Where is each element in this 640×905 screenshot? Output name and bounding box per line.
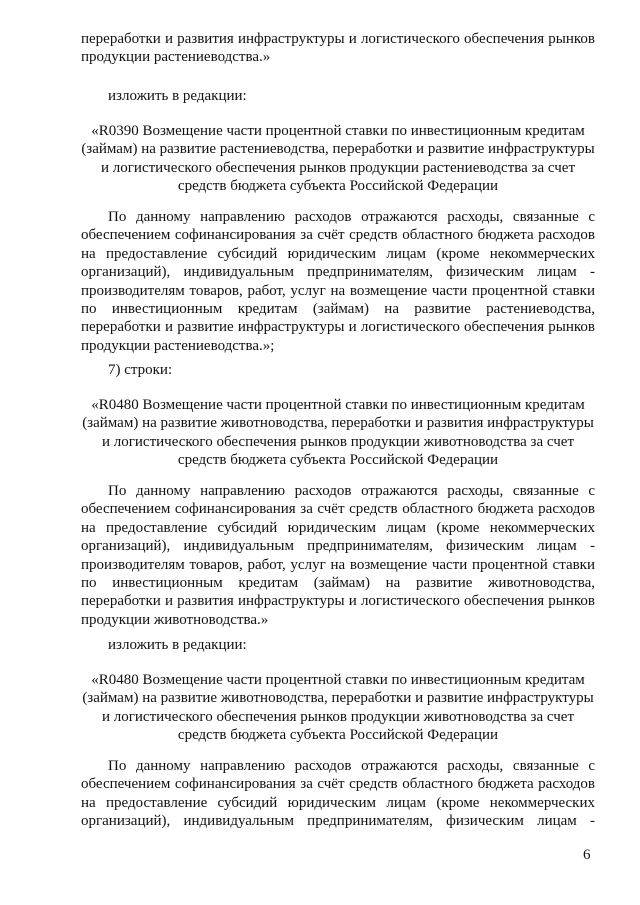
continuation-paragraph: переработки и развития инфраструктуры и логистического обеспечения рынков продукции растениеводства.» [81, 31, 595, 66]
instruction-line: изложить в редакции: [108, 637, 247, 653]
item-heading: 7) строки: [108, 362, 173, 378]
code-heading-r0390: «R0390 Возмещение части процентной ставки по инвестиционным кредитам (займам) на развитие растениеводства, переработки и развитие инфраструктуры и логистического обеспечения рынков продукции растениеводства за счет средств бюджета субъекта Российской Федерации [81, 123, 595, 195]
code-heading-r0480-old: «R0480 Возмещение части процентной ставки по инвестиционным кредитам (займам) на развитие животноводства, переработки и развития инфраструктуры и логистического обеспечения рынков продукции животноводства за счет средств бюджета субъекта Российской Федерации [82, 397, 594, 469]
description-paragraph: По данному направлению расходов отражаются расходы, связанные с обеспечением софинансирования за счёт средств областного бюджета расходов на предоставление субсидий юридическим лицам (кроме некоммерческих организаций), индивидуальным предпринимателям, физическим лицам - [81, 758, 595, 830]
page-number: 6 [583, 847, 591, 863]
instruction-line: изложить в редакции: [108, 88, 247, 104]
description-paragraph: По данному направлению расходов отражаются расходы, связанные с обеспечением софинансирования за счёт средств областного бюджета расходов на предоставление субсидий юридическим лицам (кроме некоммерческих организаций), индивидуальным предпринимателям, физическим лицам - производителям товаров, работ, услуг на возмещение части процентной ставки по инвестиционным кредитам (займам) на развитие растениеводства, переработки и развитие инфраструктуры и логистического обеспечения рынков продукции растениеводства.»; [81, 209, 595, 354]
description-paragraph: По данному направлению расходов отражаются расходы, связанные с обеспечением софинансирования за счёт средств областного бюджета расходов на предоставление субсидий юридическим лицам (кроме некоммерческих организаций), индивидуальным предпринимателям, физическим лицам - производителям товаров, работ, услуг на возмещение части процентной ставки по инвестиционным кредитам (займам) на развитие животноводства, переработки и развития инфраструктуры и логистического обеспечения рынков продукции животноводства.» [81, 483, 595, 628]
code-heading-r0480-new: «R0480 Возмещение части процентной ставки по инвестиционным кредитам (займам) на развитие животноводства, переработки и развитие инфраструктуры и логистического обеспечения рынков продукции животноводства за счет средств бюджета субъекта Российской Федерации [82, 672, 594, 744]
